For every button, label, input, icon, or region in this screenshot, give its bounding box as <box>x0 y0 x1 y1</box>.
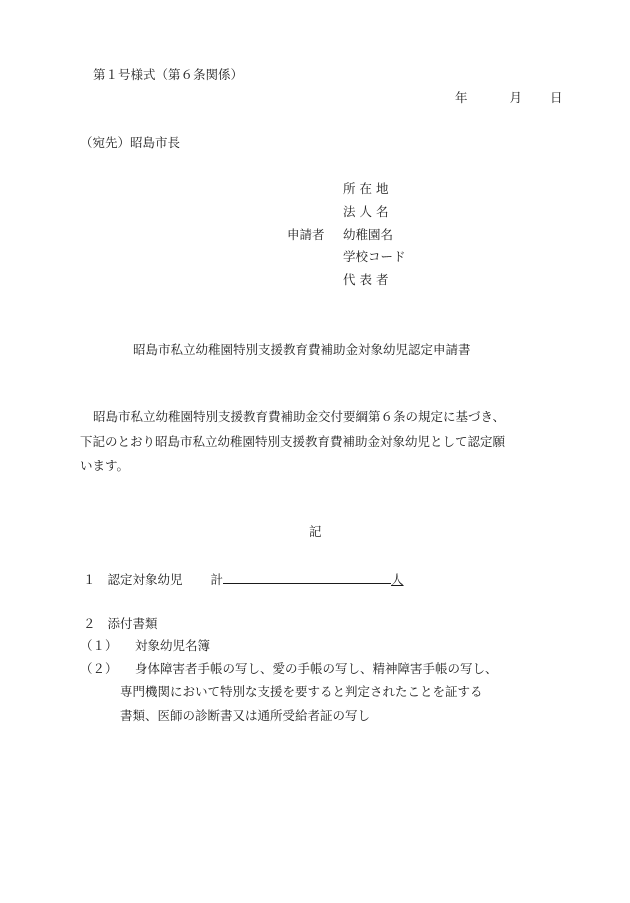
subitem-1-line-1: 対象幼児名簿 <box>135 638 211 653</box>
item2-label: 添付書類 <box>107 616 158 631</box>
addressee: （宛先）昭島市長 <box>80 135 181 150</box>
applicant-field-school-code: 学校コード <box>343 249 406 264</box>
item2-number: ２ <box>83 616 96 631</box>
applicant-field-corporation: 法 人 名 <box>343 204 389 219</box>
item1-count-blank <box>223 570 391 584</box>
subitem-2-line-2: 専門機関において特別な支援を要すると判定されたことを証する <box>120 684 483 699</box>
date-month-label: 月 <box>509 90 523 105</box>
subitem-2-number: （２） <box>80 661 118 676</box>
date-day-label: 日 <box>550 90 563 105</box>
applicant-field-kindergarten: 幼稚園名 <box>343 227 394 242</box>
item1-total-label: 計 <box>210 572 224 587</box>
body-line-1: 昭島市私立幼稚園特別支援教育費補助金交付要綱第６条の規定に基づき、 <box>93 409 506 424</box>
date-year-label: 年 <box>455 90 468 105</box>
item1-unit: 人 <box>391 572 404 587</box>
item1-line <box>83 570 404 588</box>
document-title: 昭島市私立幼稚園特別支援教育費補助金対象幼児認定申請書 <box>133 342 471 357</box>
subitem-2-line-3: 書類、医師の診断書又は通所受給者証の写し <box>120 708 371 723</box>
form-number: 第１号様式（第６条関係） <box>93 67 244 82</box>
subitem-1-number: （１） <box>80 638 118 653</box>
body-line-2: 下記のとおり昭島市私立幼稚園特別支援教育費補助金対象幼児として認定願 <box>80 434 506 449</box>
item2-line <box>83 616 158 632</box>
subitem-2-line-1: 身体障害者手帳の写し、愛の手帳の写し、精神障害手帳の写し、 <box>135 661 498 676</box>
item1-label: 認定対象幼児 <box>107 572 183 587</box>
ki-heading: 記 <box>309 524 322 539</box>
body-line-3: います。 <box>80 458 130 473</box>
applicant-field-representative: 代 表 者 <box>343 272 389 287</box>
applicant-field-address: 所 在 地 <box>343 181 389 196</box>
date-line <box>455 90 563 106</box>
item1-number: １ <box>83 572 96 587</box>
applicant-label: 申請者 <box>287 227 325 242</box>
